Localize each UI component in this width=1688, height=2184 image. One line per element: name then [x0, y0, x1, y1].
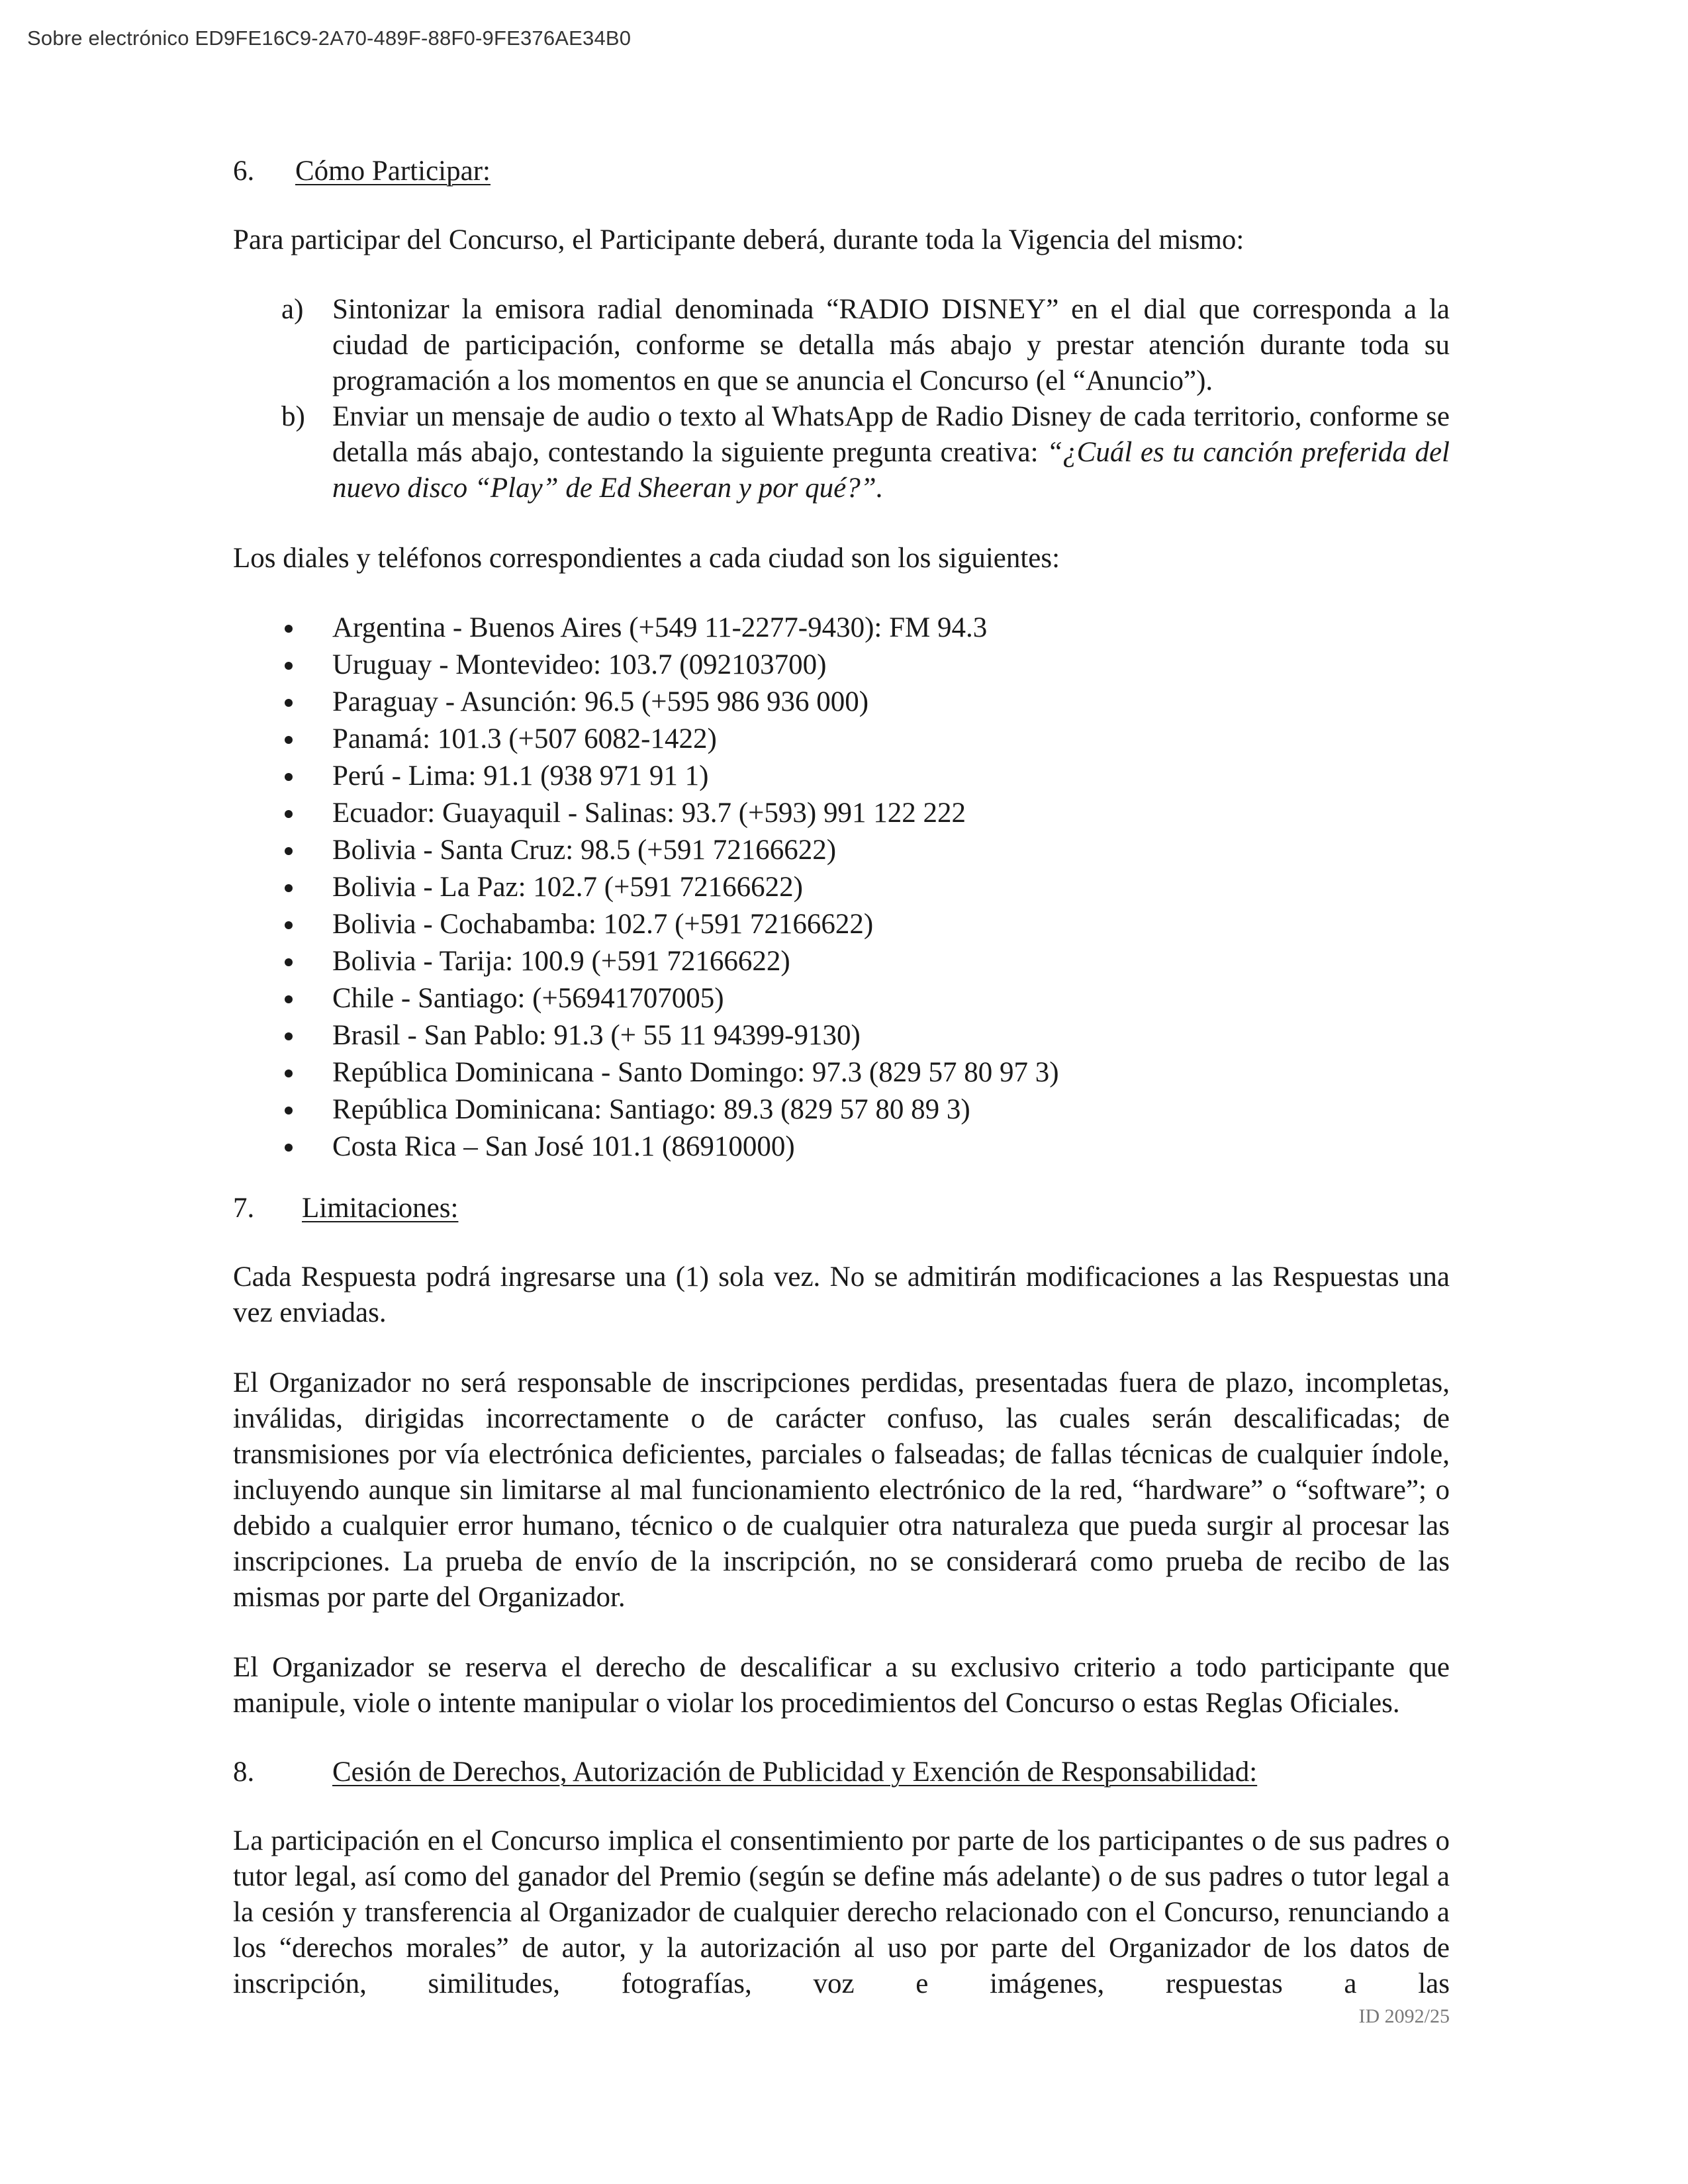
dial-text: Bolivia - Tarija: 100.9 (+591 72166622) [332, 946, 790, 977]
section-6-heading [233, 154, 1450, 189]
dial-text: Bolivia - Santa Cruz: 98.5 (+591 72166622) [332, 835, 837, 866]
section-7-title: Limitaciones: [302, 1193, 459, 1224]
step-b-text: Enviar un mensaje de audio o texto al WhatsApp de Radio Disney de cada territorio, conforme se detalla más abajo, contestando la siguiente pregunta creativa: [332, 401, 1450, 468]
dials-intro: Los diales y teléfonos correspondientes a cada ciudad son los siguientes: [233, 543, 1060, 574]
step-b-marker: b) [281, 401, 305, 432]
step-a [233, 292, 1450, 399]
section-6-title: Cómo Participar: [295, 156, 491, 187]
bullet-icon [285, 1032, 293, 1040]
section-6-intro: Para participar del Concurso, el Participante deberá, durante toda la Vigencia del mismo: [233, 224, 1244, 255]
rights-paragraph: La participación en el Concurso implica el consentimiento por parte de los participantes o de sus padres o tutor legal, así como del ganador del Premio (según se define más adelante) o de sus padres o tutor legal a la cesión y transferencia al Organizador de cualquier derecho relacionado con el Concurso, renunciando a los “derechos morales” de autor, y la autorización al uso por parte del Organizador de los datos de inscripción, similitudes, fotografías, voz e imágenes, respuestas a las [233, 1825, 1450, 1999]
bullet-icon [285, 958, 293, 966]
bullet-icon [285, 995, 293, 1003]
dial-text: Bolivia - Cochabamba: 102.7 (+591 72166622) [332, 909, 874, 940]
dial-item [233, 869, 1450, 906]
step-a-marker: a) [281, 294, 304, 325]
dial-item [233, 721, 1450, 758]
section-8-title: Cesión de Derechos, Autorización de Publicidad y Exención de Responsabilidad: [332, 1756, 1258, 1788]
dial-item [233, 1091, 1450, 1128]
bullet-icon [285, 1144, 293, 1152]
dial-text: Perú - Lima: 91.1 (938 971 91 1) [332, 760, 709, 792]
dial-item [233, 647, 1450, 684]
dial-item [233, 684, 1450, 721]
dial-text: Bolivia - La Paz: 102.7 (+591 72166622) [332, 872, 803, 903]
dial-item [233, 832, 1450, 869]
dial-item [233, 980, 1450, 1017]
dial-text: Panamá: 101.3 (+507 6082-1422) [332, 723, 717, 754]
section-8-heading [233, 1754, 1450, 1790]
dial-text: Chile - Santiago: (+56941707005) [332, 983, 724, 1014]
dial-item [233, 1054, 1450, 1091]
dial-item [233, 906, 1450, 943]
dial-text: Argentina - Buenos Aires (+549 11-2277-9430): FM 94.3 [332, 612, 988, 643]
dial-item [233, 758, 1450, 795]
section-7-number: 7. [233, 1193, 255, 1224]
document-id: ID 2092/25 [1358, 2005, 1450, 2027]
dial-item [233, 1017, 1450, 1054]
dial-item [233, 943, 1450, 980]
limitations-paragraph-2: El Organizador no será responsable de inscripciones perdidas, presentadas fuera de plazo, incompletas, inválidas, dirigidas incorrectamente o de carácter confuso, las cuales serán descalificadas; de transmisiones por vía electrónica deficientes, parciales o falseadas; de fallas técnicas de cualquier índole, incluyendo aunque sin limitarse al mal funcionamiento electrónico de la red, “hardware” o “software”; o debido a cualquier error humano, técnico o de cualquier otra naturaleza que pueda surgir al procesar las inscripciones. La prueba de envío de la inscripción, no se considerará como prueba de recibo de las mismas por parte del Organizador. [233, 1367, 1450, 1613]
dial-item [233, 795, 1450, 832]
dials-list [233, 610, 1450, 1165]
section-6-number: 6. [233, 156, 255, 187]
bullet-icon [285, 921, 293, 929]
bullet-icon [285, 662, 293, 670]
dial-text: República Dominicana - Santo Domingo: 97.3 (829 57 80 97 3) [332, 1057, 1059, 1088]
bullet-icon [285, 736, 293, 744]
bullet-icon [285, 625, 293, 633]
dial-item [233, 610, 1450, 647]
creative-question: “¿Cuál es tu canción preferida del nuevo disco “Play” de Ed Sheeran y por qué?”. [332, 437, 1450, 504]
dial-text: Uruguay - Montevideo: 103.7 (092103700) [332, 649, 827, 680]
bullet-icon [285, 699, 293, 707]
dial-text: República Dominicana: Santiago: 89.3 (829 57 80 89 3) [332, 1094, 970, 1125]
limitations-paragraph-1: Cada Respuesta podrá ingresarse una (1) sola vez. No se admitirán modificaciones a las Respuestas una vez enviadas. [233, 1261, 1450, 1328]
envelope-id: Sobre electrónico ED9FE16C9-2A70-489F-88F0-9FE376AE34B0 [27, 26, 632, 50]
step-a-text: Sintonizar la emisora radial denominada “RADIO DISNEY” en el dial que corresponda a la ciudad de participación, conforme se detalla más abajo y prestar atención durante toda su programación a los momentos en que se anuncia el Concurso (el “Anuncio”). [332, 294, 1450, 396]
bullet-icon [285, 1069, 293, 1077]
section-8-number: 8. [233, 1756, 255, 1788]
limitations-paragraph-3: El Organizador se reserva el derecho de descalificar a su exclusivo criterio a todo participante que manipule, viole o intente manipular o violar los procedimientos del Concurso o estas Reglas Oficiales. [233, 1652, 1450, 1719]
bullet-icon [285, 1107, 293, 1115]
dial-text: Ecuador: Guayaquil - Salinas: 93.7 (+593) 991 122 222 [332, 797, 966, 829]
dial-item [233, 1128, 1450, 1165]
dial-text: Paraguay - Asunción: 96.5 (+595 986 936 000) [332, 686, 869, 717]
bullet-icon [285, 847, 293, 855]
dial-text: Brasil - San Pablo: 91.3 (+ 55 11 94399-9130) [332, 1020, 861, 1051]
step-b [233, 399, 1450, 506]
dial-text: Costa Rica – San José 101.1 (86910000) [332, 1131, 795, 1162]
document-page [233, 154, 1450, 2002]
bullet-icon [285, 773, 293, 781]
section-7-heading [233, 1191, 1450, 1226]
bullet-icon [285, 884, 293, 892]
participation-steps [233, 292, 1450, 506]
bullet-icon [285, 810, 293, 818]
